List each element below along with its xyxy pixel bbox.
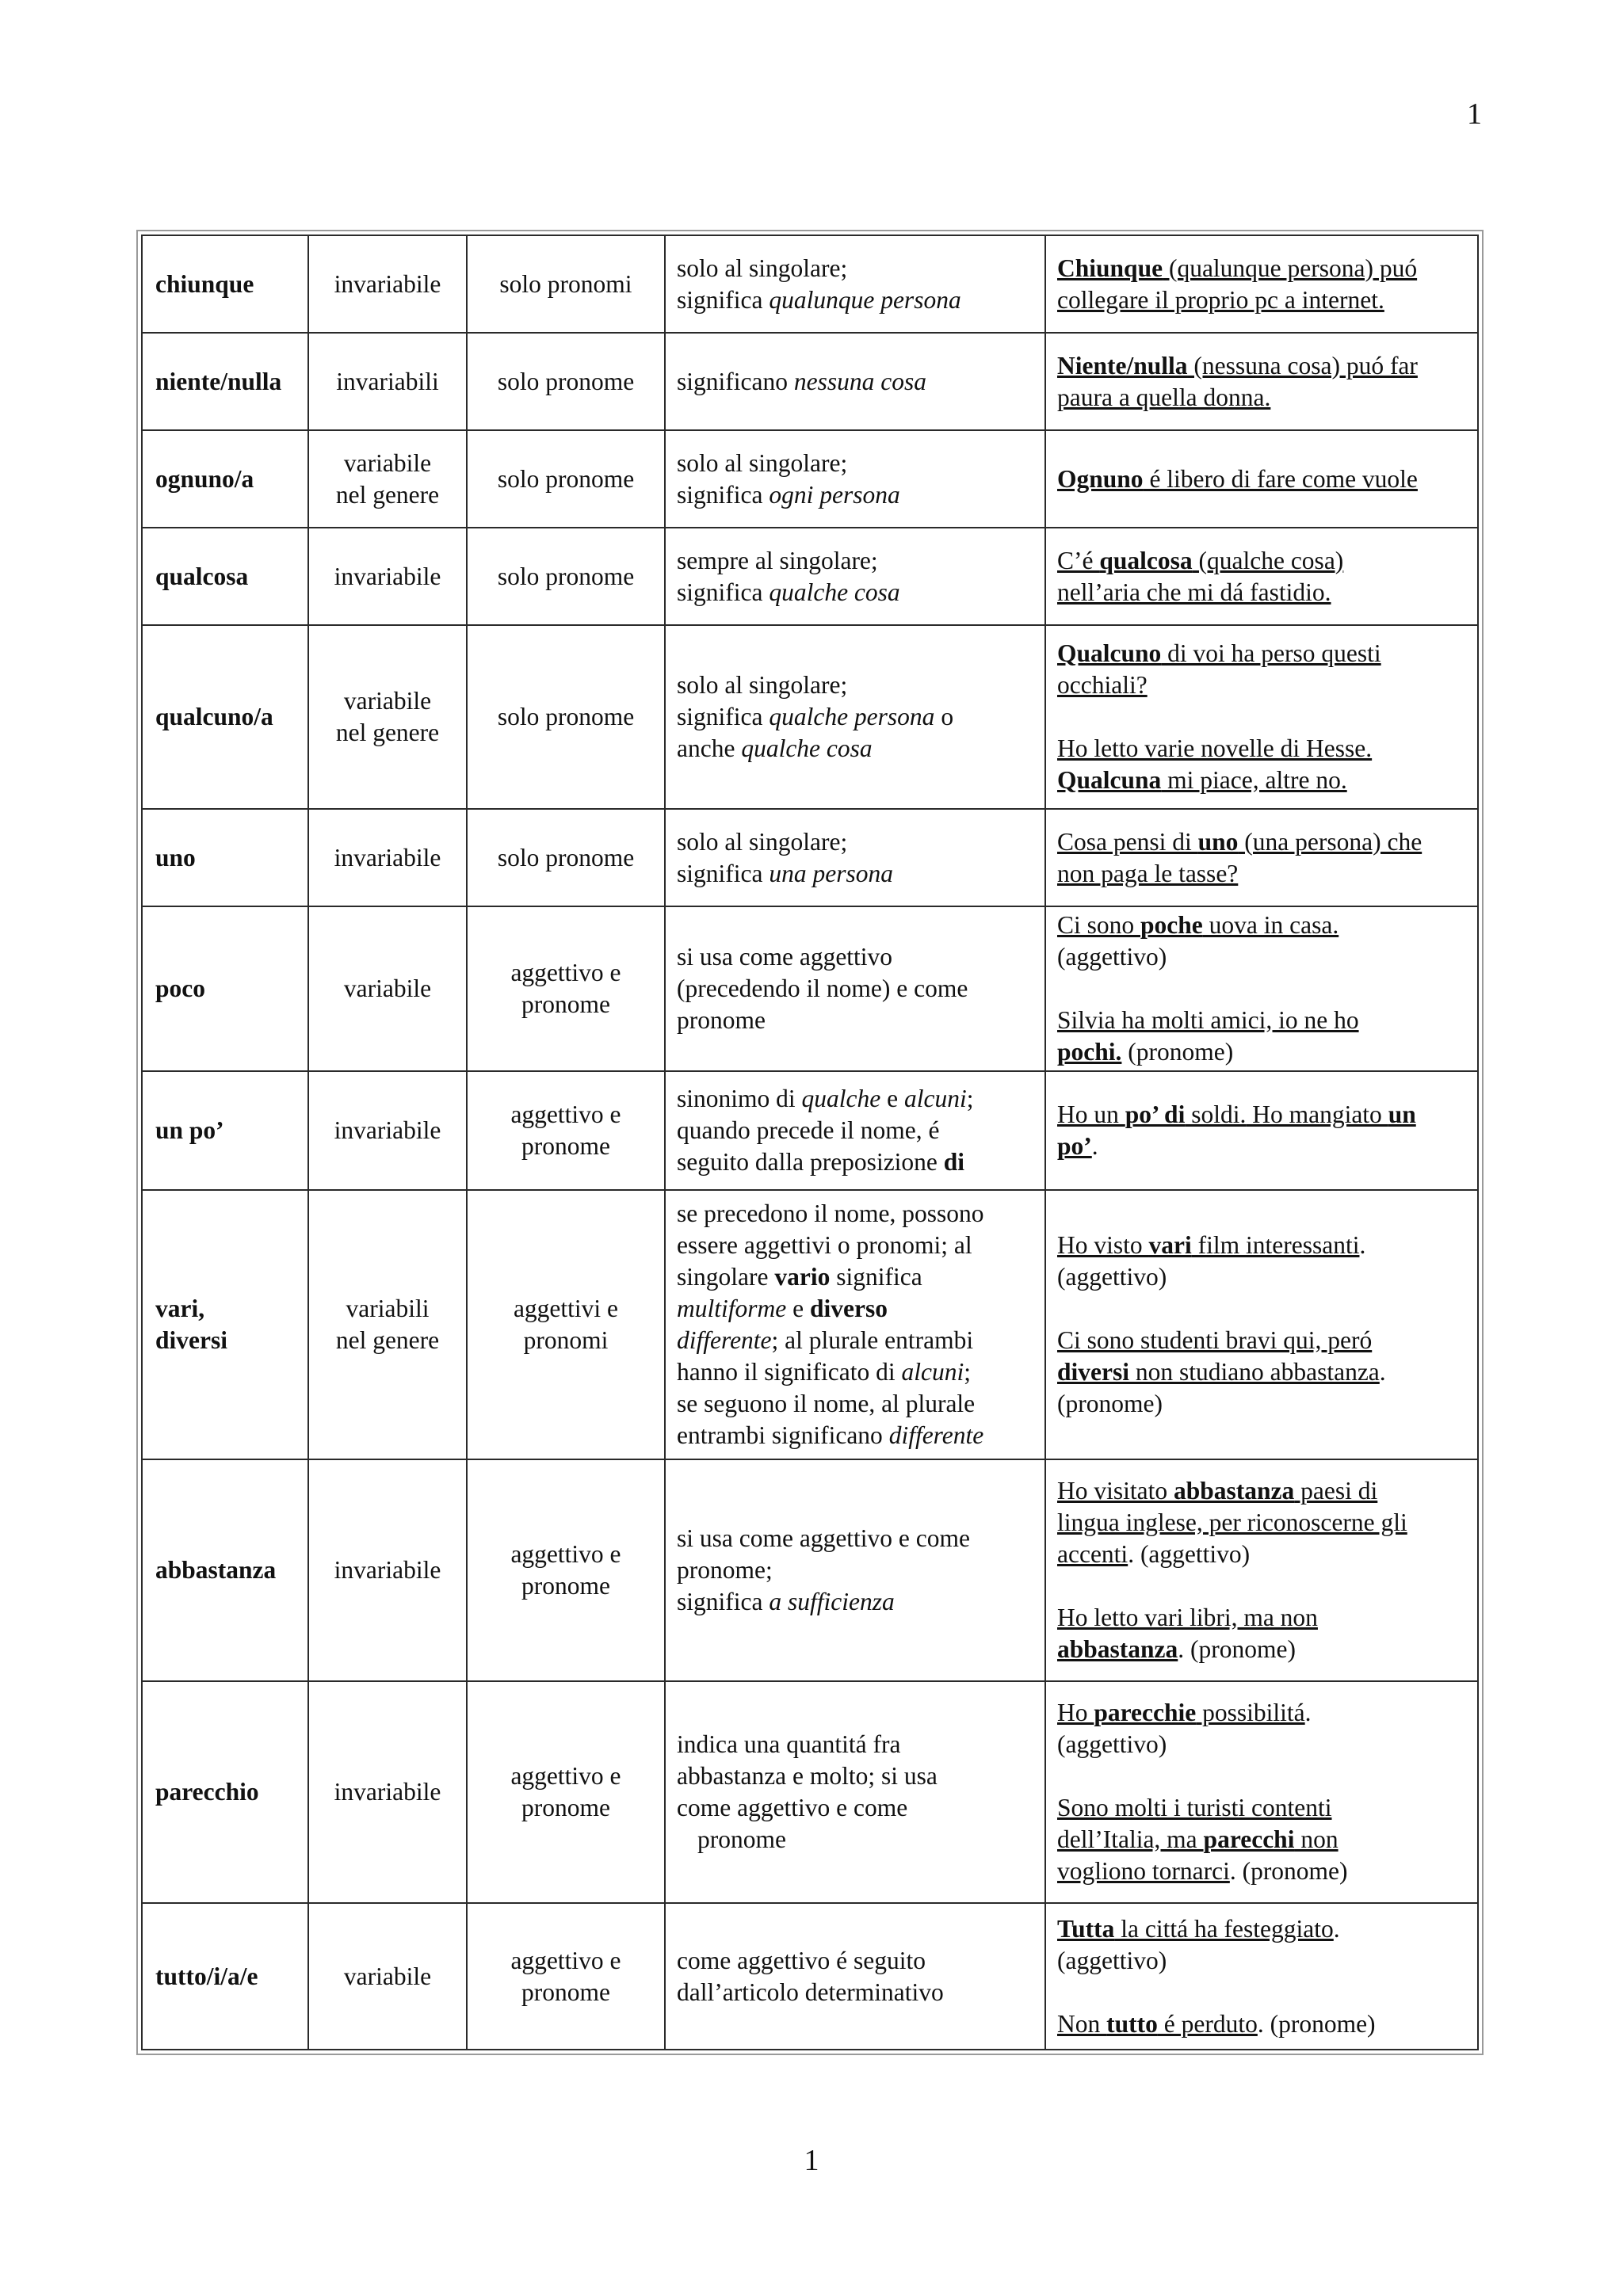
use-cell: solo pronomi	[467, 235, 665, 333]
term-cell: poco	[142, 906, 308, 1071]
example-cell: Ci sono poche uova in casa. (aggettivo) Silvia ha molti amici, io ne ho pochi. (pronome)	[1045, 906, 1478, 1071]
use-cell: aggettivo e pronome	[467, 1459, 665, 1681]
example-cell: Niente/nulla (nessuna cosa) puó far paura a quella donna.	[1045, 333, 1478, 430]
term-cell: qualcuno/a	[142, 625, 308, 809]
table-row	[142, 1459, 1478, 1681]
example-cell: Ho visitato abbastanza paesi di lingua inglese, per riconoscerne gli accenti. (aggettivo) Ho letto vari libri, ma non abbastanza. (pronome)	[1045, 1459, 1478, 1681]
term-cell: uno	[142, 809, 308, 906]
table-row	[142, 625, 1478, 809]
term-cell: parecchio	[142, 1681, 308, 1903]
form-cell: variabile nel genere	[308, 430, 467, 528]
page-number-bottom: 1	[804, 2144, 819, 2177]
note-cell: sempre al singolare; significa qualche cosa	[665, 528, 1045, 625]
page-number-top: 1	[1467, 97, 1482, 131]
term-cell: vari, diversi	[142, 1190, 308, 1459]
example-cell: Ognuno é libero di fare come vuole	[1045, 430, 1478, 528]
note-cell: solo al singolare; significa qualunque persona	[665, 235, 1045, 333]
note-cell: se precedono il nome, possono essere aggettivi o pronomi; al singolare vario significa multiforme e diverso differente; al plurale entrambi hanno il significato di alcuni; se seguono il nome, al plurale entrambi significano differente	[665, 1190, 1045, 1459]
table-row	[142, 906, 1478, 1071]
form-cell: invariabile	[308, 528, 467, 625]
example-cell: Tutta la cittá ha festeggiato. (aggettivo) Non tutto é perduto. (pronome)	[1045, 1903, 1478, 2050]
term-cell: abbastanza	[142, 1459, 308, 1681]
table-row	[142, 809, 1478, 906]
use-cell: solo pronome	[467, 528, 665, 625]
note-cell: solo al singolare; significa una persona	[665, 809, 1045, 906]
table-row	[142, 235, 1478, 333]
use-cell: aggettivi e pronomi	[467, 1190, 665, 1459]
note-cell: solo al singolare; significa ogni persona	[665, 430, 1045, 528]
example-cell: Ho parecchie possibilitá. (aggettivo) Sono molti i turisti contenti dell’Italia, ma parecchi non vogliono tornarci. (pronome)	[1045, 1681, 1478, 1903]
example-cell: Ho visto vari film interessanti. (aggettivo) Ci sono studenti bravi qui, peró diversi non studiano abbastanza. (pronome)	[1045, 1190, 1478, 1459]
note-cell: solo al singolare; significa qualche persona o anche qualche cosa	[665, 625, 1045, 809]
form-cell: variabili nel genere	[308, 1190, 467, 1459]
table-row	[142, 1071, 1478, 1190]
form-cell: invariabile	[308, 1681, 467, 1903]
use-cell: solo pronome	[467, 430, 665, 528]
form-cell: invariabile	[308, 1459, 467, 1681]
example-cell: Qualcuno di voi ha perso questi occhiali? Ho letto varie novelle di Hesse. Qualcuna mi piace, altre no.	[1045, 625, 1478, 809]
term-cell: chiunque	[142, 235, 308, 333]
table-row	[142, 430, 1478, 528]
use-cell: solo pronome	[467, 625, 665, 809]
note-cell: si usa come aggettivo (precedendo il nome) e come pronome	[665, 906, 1045, 1071]
form-cell: variabile nel genere	[308, 625, 467, 809]
term-cell: un po’	[142, 1071, 308, 1190]
table-row	[142, 528, 1478, 625]
use-cell: solo pronome	[467, 333, 665, 430]
note-cell: sinonimo di qualche e alcuni; quando precede il nome, é seguito dalla preposizione di	[665, 1071, 1045, 1190]
table-row	[142, 1190, 1478, 1459]
example-cell: Ho un po’ di soldi. Ho mangiato un po’.	[1045, 1071, 1478, 1190]
form-cell: variabile	[308, 1903, 467, 2050]
table-row	[142, 1903, 1478, 2050]
use-cell: aggettivo e pronome	[467, 1903, 665, 2050]
form-cell: invariabile	[308, 235, 467, 333]
form-cell: variabile	[308, 906, 467, 1071]
term-cell: tutto/i/a/e	[142, 1903, 308, 2050]
use-cell: aggettivo e pronome	[467, 1681, 665, 1903]
use-cell: aggettivo e pronome	[467, 906, 665, 1071]
example-cell: Chiunque (qualunque persona) puó collegare il proprio pc a internet.	[1045, 235, 1478, 333]
table-row	[142, 333, 1478, 430]
term-cell: ognuno/a	[142, 430, 308, 528]
note-cell: come aggettivo é seguito dall’articolo determinativo	[665, 1903, 1045, 2050]
note-cell: si usa come aggettivo e come pronome; significa a sufficienza	[665, 1459, 1045, 1681]
example-cell: C’é qualcosa (qualche cosa) nell’aria che mi dá fastidio.	[1045, 528, 1478, 625]
form-cell: invariabile	[308, 809, 467, 906]
use-cell: aggettivo e pronome	[467, 1071, 665, 1190]
term-cell: niente/nulla	[142, 333, 308, 430]
note-cell: indica una quantitá fra abbastanza e molto; si usa come aggettivo e come pronome	[665, 1681, 1045, 1903]
table-row	[142, 1681, 1478, 1903]
form-cell: invariabile	[308, 1071, 467, 1190]
note-cell: significano nessuna cosa	[665, 333, 1045, 430]
example-cell: Cosa pensi di uno (una persona) che non paga le tasse?	[1045, 809, 1478, 906]
form-cell: invariabili	[308, 333, 467, 430]
use-cell: solo pronome	[467, 809, 665, 906]
indefinite-pronouns-table	[136, 230, 1484, 2055]
term-cell: qualcosa	[142, 528, 308, 625]
